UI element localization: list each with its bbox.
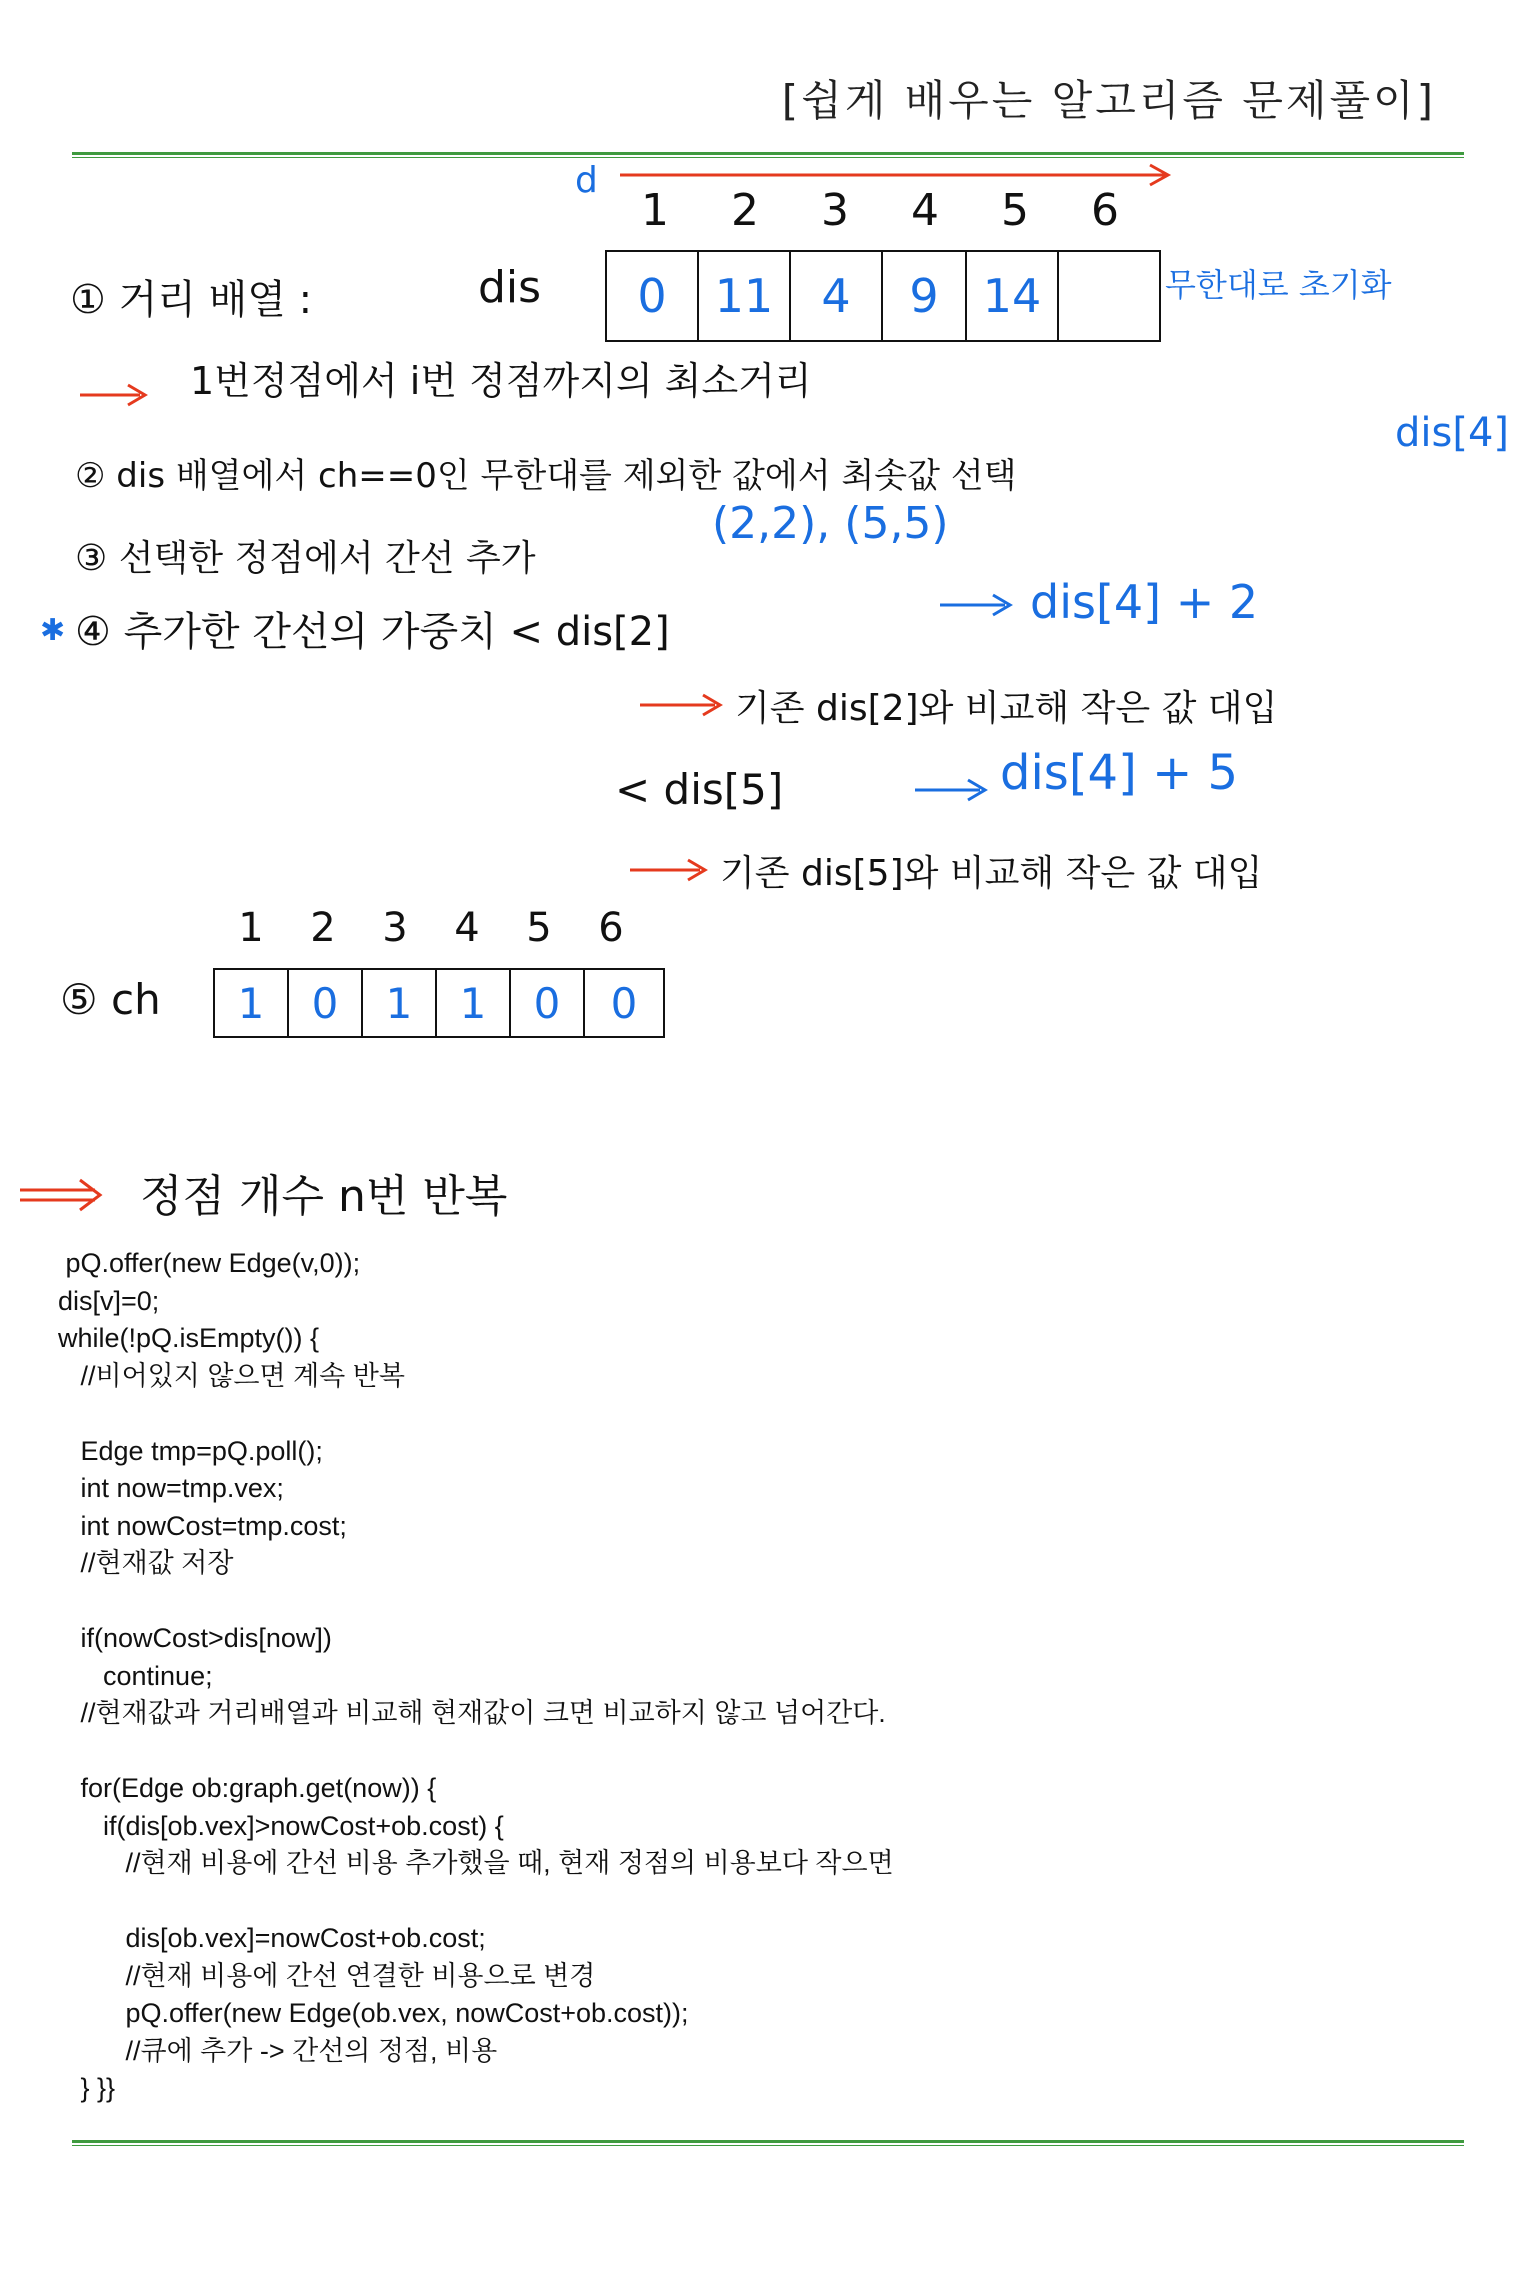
code-line: for(Edge ob:graph.get(now)) { <box>58 1773 437 1803</box>
dis-cell-1: 0 <box>607 252 699 340</box>
ch-index-2: 2 <box>310 905 336 951</box>
ch-index-1: 1 <box>238 905 264 951</box>
code-line: continue; <box>58 1660 213 1691</box>
code-line: //현재값 저장 <box>58 1548 234 1578</box>
d-label: d <box>575 160 598 201</box>
step1-desc: 1번정점에서 i번 정점까지의 최소거리 <box>190 359 812 403</box>
code-line: while(!pQ.isEmpty()) { <box>58 1323 320 1353</box>
code-line: //큐에 추가 -> 간선의 정점, 비용 <box>58 2035 498 2066</box>
step1-label: ① 거리 배열 : <box>70 277 313 323</box>
code-line: if(dis[ob.vex]>nowCost+ob.cost) { <box>58 1810 504 1841</box>
index-2: 2 <box>731 185 759 236</box>
index-3: 3 <box>821 185 849 236</box>
ch-cell-3: 1 <box>363 970 437 1036</box>
ch-cell-6: 0 <box>610 978 638 1028</box>
code-line: Edge tmp=pQ.poll(); <box>58 1435 323 1466</box>
code-line <box>58 1883 894 1921</box>
dis-cell-6 <box>1059 252 1159 340</box>
step4-text: ④ 추가한 간선의 가중치 < dis[2] <box>75 609 670 655</box>
step2-pick: dis[4] <box>1395 410 1510 456</box>
code-line <box>58 1583 894 1621</box>
code-block <box>58 1245 894 2108</box>
index-4: 4 <box>911 185 939 236</box>
ch-cell-2: 0 <box>289 970 363 1036</box>
code-line <box>58 1733 894 1771</box>
step3-edges: (2,2), (5,5) <box>712 498 949 549</box>
bottom-index-row <box>215 905 647 951</box>
code-line: pQ.offer(new Edge(v,0)); <box>58 1248 361 1278</box>
dis-array <box>605 250 1161 342</box>
code-line: //현재값과 거리배열과 비교해 현재값이 크면 비교하지 않고 넘어간다. <box>58 1698 886 1728</box>
code-line: dis[ob.vex]=nowCost+ob.cost; <box>58 1923 486 1953</box>
code-line: if(nowCost>dis[now]) <box>58 1623 332 1653</box>
ch-index-5: 5 <box>526 905 552 951</box>
dis-cell-2: 11 <box>699 252 791 340</box>
step3-text: ③ 선택한 정점에서 간선 추가 <box>75 538 536 579</box>
dis-cell-3: 4 <box>791 252 883 340</box>
code-line: //현재 비용에 간선 비용 추가했을 때, 현재 정점의 비용보다 작으면 <box>58 1848 894 1878</box>
code-line: //비어있지 않으면 계속 반복 <box>58 1360 405 1391</box>
code-line: dis[v]=0; <box>58 1285 160 1316</box>
ch-cell-4: 1 <box>437 970 511 1036</box>
top-index-row <box>610 185 1150 236</box>
page-title: [쉽게 배우는 알고리즘 문제풀이] <box>781 76 1436 125</box>
ch-index-4: 4 <box>454 905 480 951</box>
step2-text: ② dis 배열에서 ch==0인 무한대를 제외한 값에서 최솟값 선택 <box>75 456 1017 496</box>
step4-desc2: 기존 dis[5]와 비교해 작은 값 대입 <box>720 853 1263 894</box>
code-line: pQ.offer(new Edge(ob.vex, nowCost+ob.cost)); <box>58 1998 689 2028</box>
ch-index-6: 6 <box>598 905 624 951</box>
svg-text:✱: ✱ <box>40 613 66 648</box>
bottom-rule <box>72 2140 1464 2143</box>
step4-line2: < dis[5] <box>615 765 784 814</box>
step4-expr2: dis[4] + 5 <box>1000 745 1239 801</box>
index-5: 5 <box>1001 185 1029 236</box>
dis-label: dis <box>478 262 542 313</box>
ch-index-3: 3 <box>382 905 408 951</box>
step4-expr1: dis[4] + 2 <box>1030 575 1259 629</box>
ch-cell-5: 0 <box>511 970 585 1036</box>
index-1: 1 <box>641 185 669 236</box>
code-line: } }} <box>58 2073 116 2103</box>
dis-cell-4: 9 <box>883 252 967 340</box>
step4-desc1: 기존 dis[2]와 비교해 작은 값 대입 <box>735 688 1278 729</box>
code-line: int now=tmp.vex; <box>58 1473 284 1503</box>
ch-cell-1: 1 <box>215 970 289 1036</box>
code-line: //현재 비용에 간선 연결한 비용으로 변경 <box>58 1960 596 1991</box>
code-line <box>58 1395 894 1433</box>
dis-cell-5: 14 <box>967 252 1059 340</box>
ch-array <box>213 968 665 1038</box>
code-line: int nowCost=tmp.cost; <box>58 1510 347 1541</box>
repeat-note: 정점 개수 n번 반복 <box>140 1171 508 1222</box>
index-6: 6 <box>1091 185 1119 236</box>
init-note: 무한대로 초기화 <box>1165 266 1392 304</box>
step5-label: ⑤ ch <box>60 975 161 1024</box>
